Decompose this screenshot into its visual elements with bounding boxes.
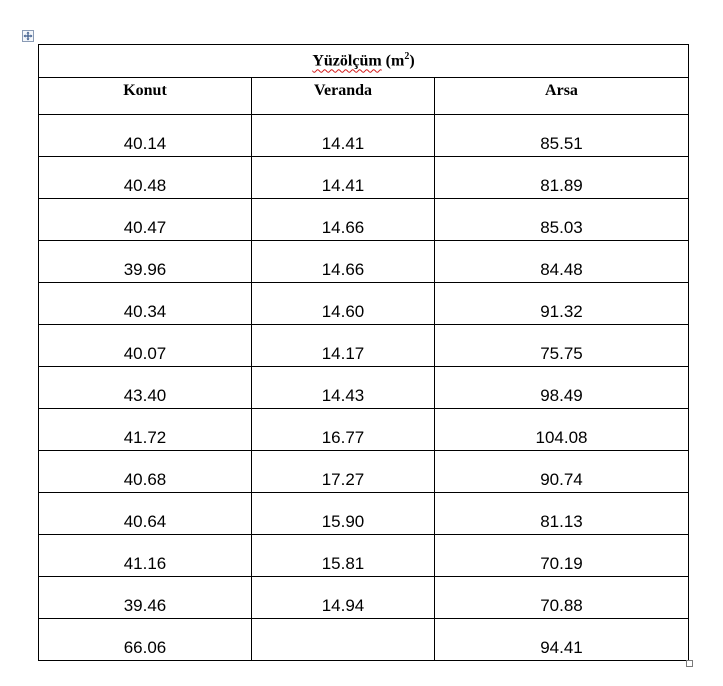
cell-arsa: 84.48 [435, 241, 689, 283]
cell-arsa: 104.08 [435, 409, 689, 451]
cell-arsa: 81.89 [435, 157, 689, 199]
cell-konut: 40.07 [39, 325, 252, 367]
table-resize-handle-icon[interactable] [686, 660, 693, 667]
cell-arsa: 91.32 [435, 283, 689, 325]
cell-konut: 40.68 [39, 451, 252, 493]
cell-arsa: 85.51 [435, 115, 689, 157]
table-row [39, 577, 689, 619]
cell-arsa: 85.03 [435, 199, 689, 241]
table-row [39, 283, 689, 325]
cell-veranda: 17.27 [252, 451, 435, 493]
cell-arsa: 98.49 [435, 367, 689, 409]
cell-konut: 40.14 [39, 115, 252, 157]
cell-veranda: 14.41 [252, 115, 435, 157]
cell-veranda: 14.17 [252, 325, 435, 367]
cell-veranda: 14.66 [252, 199, 435, 241]
cell-konut: 40.47 [39, 199, 252, 241]
cell-arsa: 70.19 [435, 535, 689, 577]
table-row [39, 619, 689, 661]
column-header-konut: Konut [39, 78, 252, 115]
cell-arsa: 94.41 [435, 619, 689, 661]
table-move-handle-icon[interactable] [22, 30, 34, 42]
cell-veranda: 14.43 [252, 367, 435, 409]
cell-konut: 40.34 [39, 283, 252, 325]
column-header-veranda: Veranda [252, 78, 435, 115]
cell-veranda: 14.60 [252, 283, 435, 325]
title-word: Yüzölçüm [312, 52, 382, 70]
column-header-arsa: Arsa [435, 78, 689, 115]
cell-konut: 41.16 [39, 535, 252, 577]
title-row [39, 45, 689, 78]
cell-konut: 40.64 [39, 493, 252, 535]
table-row [39, 325, 689, 367]
table-row [39, 157, 689, 199]
table-row [39, 451, 689, 493]
cell-konut: 41.72 [39, 409, 252, 451]
title-suffix: (m [381, 52, 405, 70]
cell-konut: 66.06 [39, 619, 252, 661]
cell-arsa: 90.74 [435, 451, 689, 493]
title-close: ) [409, 52, 415, 70]
cell-veranda: 14.66 [252, 241, 435, 283]
table-row [39, 535, 689, 577]
cell-konut: 40.48 [39, 157, 252, 199]
data-table [38, 44, 689, 661]
table-title [39, 45, 689, 78]
cell-veranda: 14.94 [252, 577, 435, 619]
cell-veranda: 15.90 [252, 493, 435, 535]
cell-arsa: 75.75 [435, 325, 689, 367]
table-row [39, 115, 689, 157]
header-row [39, 78, 689, 115]
cell-veranda: 14.41 [252, 157, 435, 199]
table-row [39, 241, 689, 283]
cell-arsa: 81.13 [435, 493, 689, 535]
table-row [39, 409, 689, 451]
cell-konut: 43.40 [39, 367, 252, 409]
cell-veranda: 15.81 [252, 535, 435, 577]
cell-konut: 39.96 [39, 241, 252, 283]
title-superscript: 2 [404, 51, 410, 63]
table-row [39, 367, 689, 409]
cell-veranda [252, 619, 435, 661]
cell-arsa: 70.88 [435, 577, 689, 619]
cell-konut: 39.46 [39, 577, 252, 619]
table-row [39, 199, 689, 241]
cell-veranda: 16.77 [252, 409, 435, 451]
table-row [39, 493, 689, 535]
